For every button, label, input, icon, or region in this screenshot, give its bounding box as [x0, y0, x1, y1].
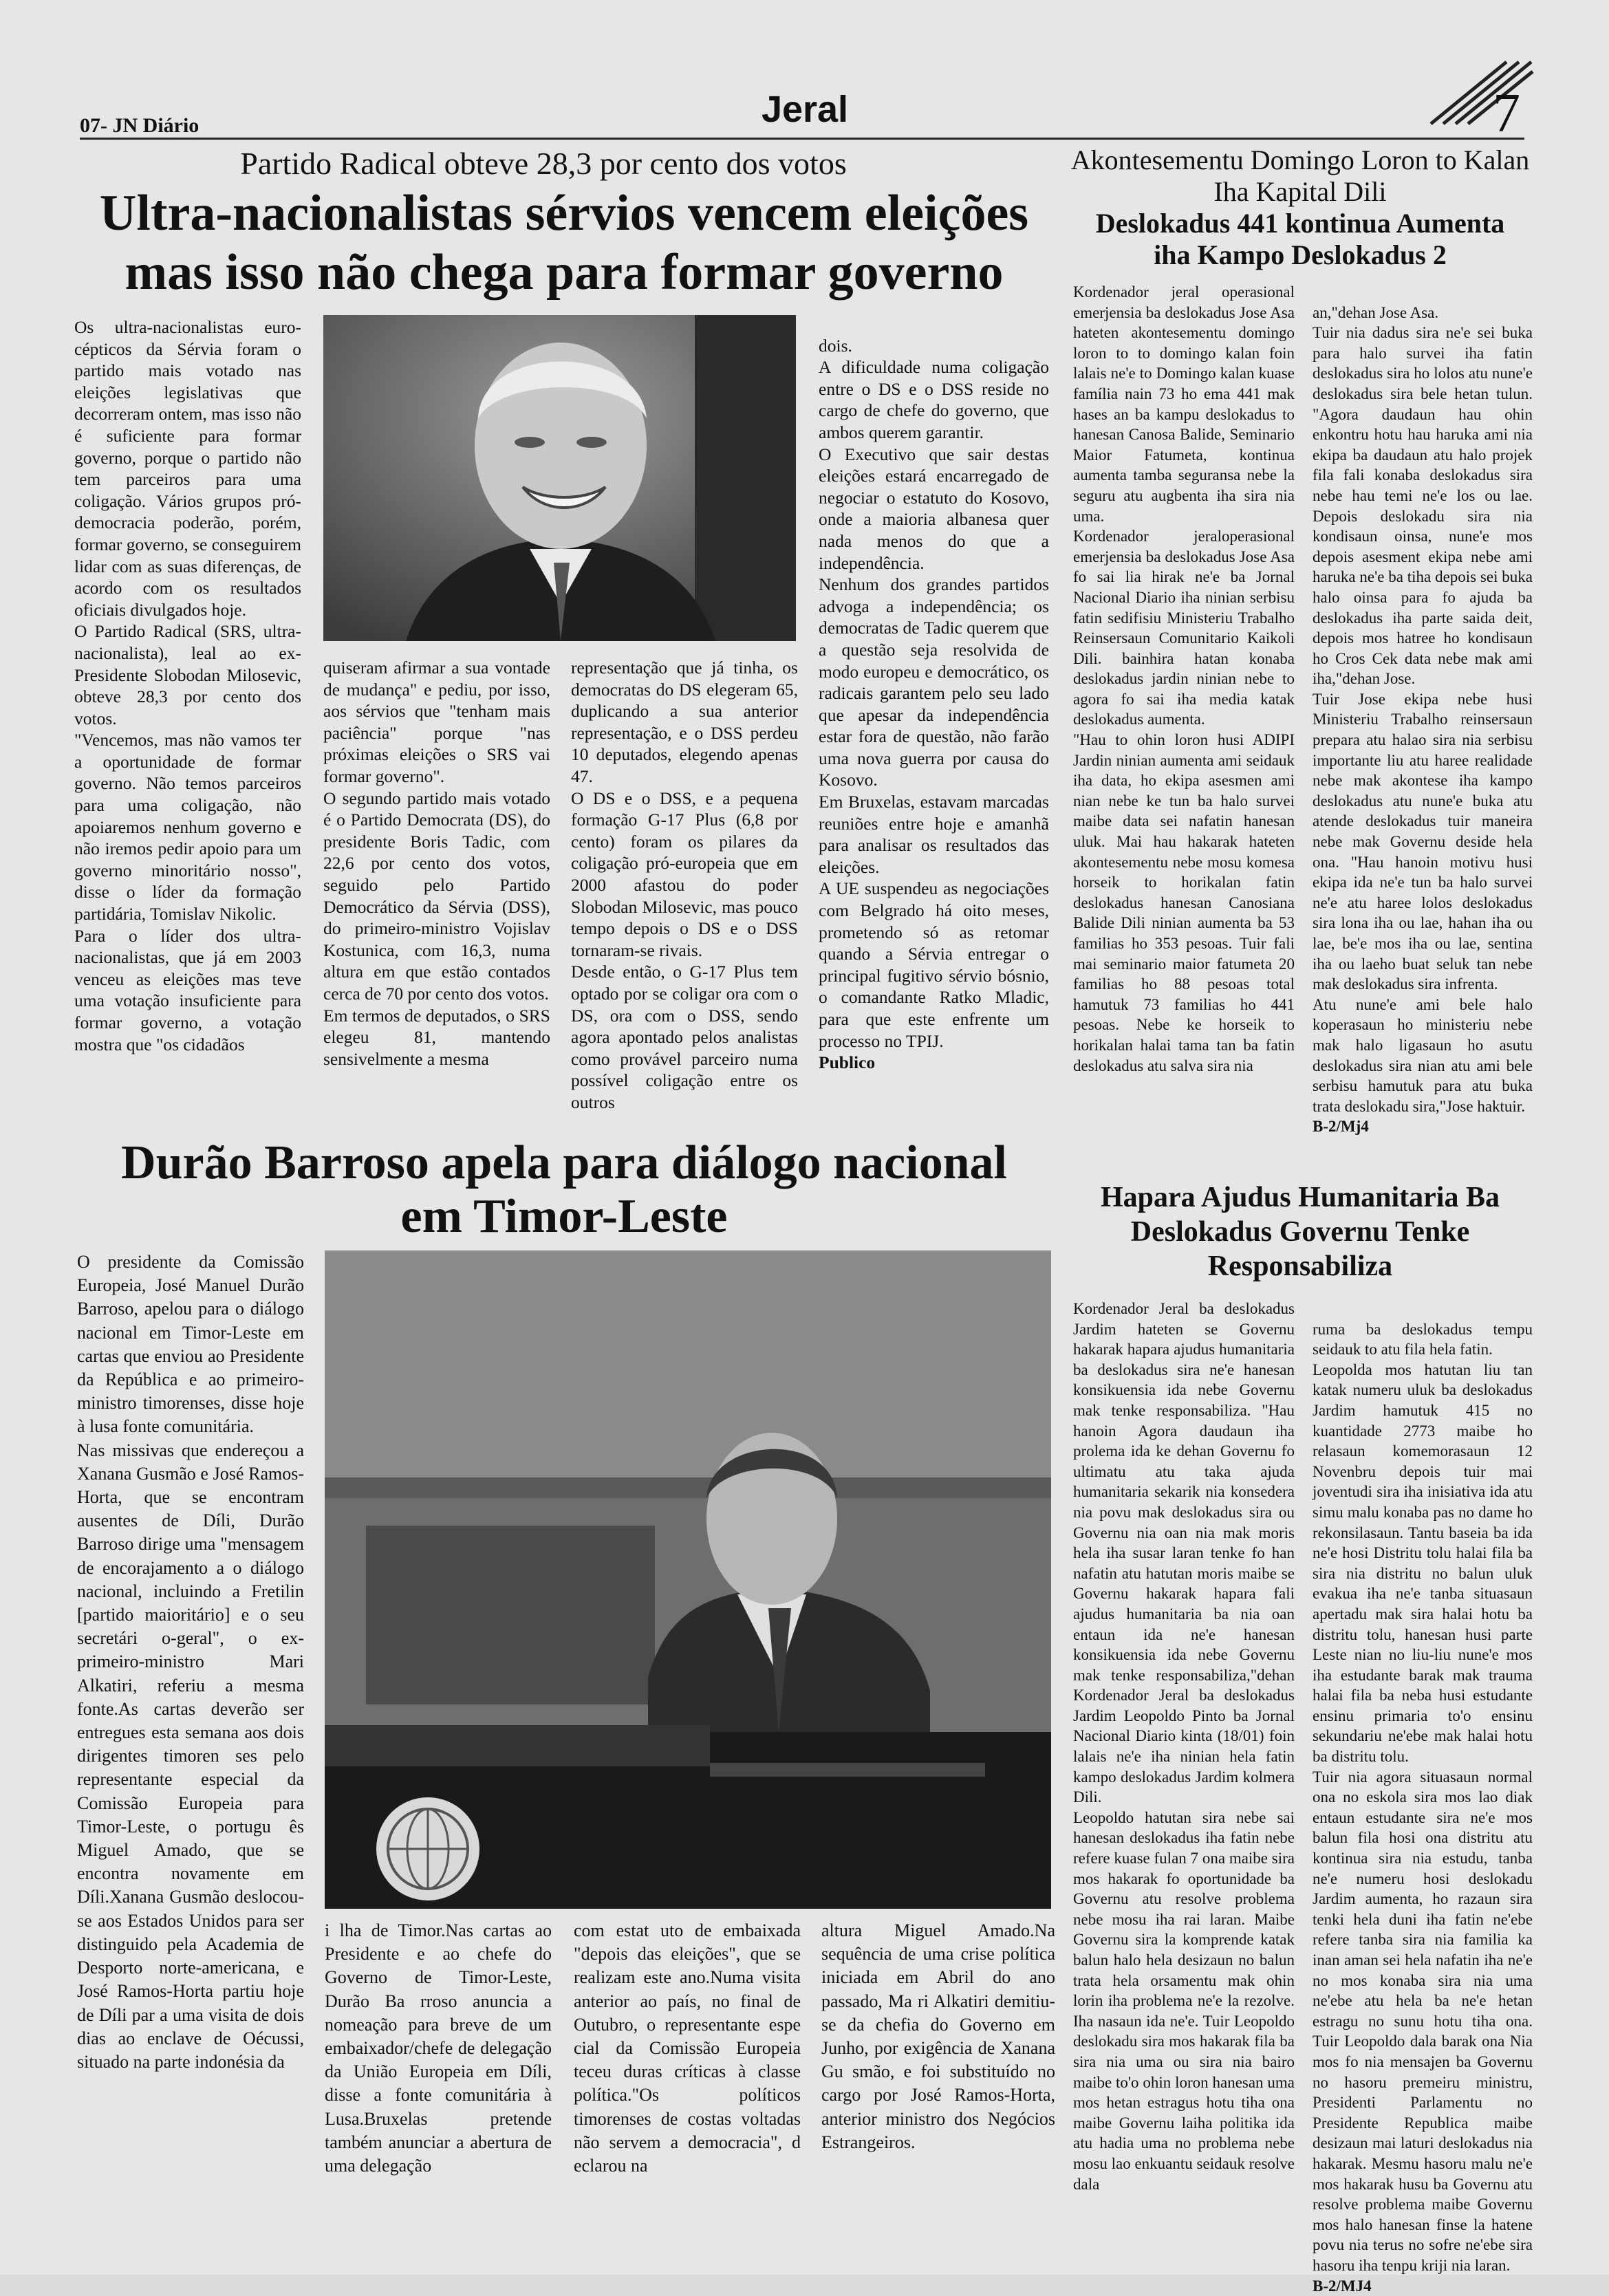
article2-column-1: O presidente da Comissão Europeia, José Manuel Durão Barroso, apelou para o diálogo nacional em Timor-Leste em cartas que enviou ao Presidente da República e ao primeiro-ministro timorenses, disse hoje à lusa fonte comunitária. Nas missivas que endereçou a Xanana Gusmão e José Ramos-Horta, que se encontram ausentes de Díli, Durão Barroso dirige uma "mensagem de encorajamento a o diálogo nacional, incluindo a Fretilin [partido maioritário] e o seu secretári o-geral", o ex-primeiro-ministro Mari Alkatiri, referiu a mesma fonte.As cartas deverão ser entregues esta semana aos dois dirigentes timoren ses pelo representante especial da Comissão Europeia para Timor-Leste, o portugu ês Miguel Amado, que se encontra novamente em Díli.Xanana Gusmão deslocou-se aos Estados Unidos para ser distinguido pela Academia de Desporto norte-americana, e José Ramos-Horta partiu hoje de Díli par a uma visita de dois dias ao enclave de Oécussi, situado na parte indonésia da: [77, 1252, 304, 2072]
article2-column-2: i lha de Timor.Nas cartas ao Presidente e ao chefe do Governo de Timor-Leste, Durão Ba rroso anuncia a nomeação para breve de um embaixador/chefe de delegação da União Europeia em Díli, disse a fonte comunitária à Lusa.Bruxelas pretende também anunciar a abertura de uma delegação: [325, 1920, 552, 2176]
section-title: Jeral: [761, 89, 849, 130]
article1-column-2: quiseram afirmar a sua vontade de mudança" e pediu, por isso, aos sérvios que "tenham mais paciência" porque "nas próximas eleições o SRS vai formar governo". O segundo partido mais votado é o Partido Democrata (DS), do presidente Boris Tadic, com 22,6 por cento dos votos, seguido pelo Partido Democrático da Sérvia (DSS), do primeiro-ministro Vojislav Kostunica, com 16,3, numa altura em que estão contados cerca de 70 por cento dos votos. Em termos de deputados, o SRS elegeu 81, mantendo sensivelmente a mesma: [323, 658, 550, 1069]
speaker-at-podium-image-icon: [325, 1250, 1051, 1909]
article2-headline-line2: em Timor-Leste: [400, 1190, 728, 1243]
article1-credit: Publico: [819, 1052, 876, 1073]
article3-column-2: [1313, 282, 1533, 1176]
article4-column-1: Kordenador Jeral ba deslokadus Jardim hateten se Governu hakarak hapara ajudus humanitaria ba deslokadus sira ne'e hanesan konsikuensia ida nebe Governu mak tenke responsabiliza. "Hau hanoin Agora daudaun iha prolema ida ke dehan Governu fo ultimatu atu taka ajuda humanitaria sekarik nia konsedera nia povu mak deslokadus sira ou Governu nia oan nia mak moris hela iha susar laran tenke fo han nafatin atu hatutan moris maibe se Governu hakarak hapara fali ajudus humanitaria ba nia oan entaun ida ne'e hanesan konsikuensia ida nebe Governu mak tenke responsabiliza,"dehan Kordenador Jeral ba deslokadus Jardim Leopoldo Pinto ba Jornal Nacional Diario kinta (18/01) foin lalais ne'e iha ninian hela fatin kampo deslokadus Jardim kolmera Dili. Leopoldo hatutan sira nebe sai hanesan deslokadus iha fatin nebe refere kuase fulan 7 ona maibe sira mos hakarak fo oportunidade ba Governu atu resolve problema nebe mosu iha rai laran. Maibe Governu sira la komprende katak balun halo hela desizaun no balun trata hela orsamentu mak ohin lorin iha problema ne'e la rezolve. Iha nasaun ida ne'e. Tuir Leopoldo deslokadu sira mos hakarak fila ba sira nia uma ou sira nia bairo maibe to'o ohin loron hanesan uma mos hetan estragus hotu tiha ona maibe Governu laiha politika ida atu hadia uma no problema nebe mosu lao enkuantu seidauk resolve dala: [1073, 1300, 1295, 2193]
article3-column-2-text: an,"dehan Jose Asa. Tuir nia dadus sira ne'e sei buka para halo survei iha fatin deslokadus sira ho lolos atu nune'e deslokadus sira bele hetan tulun. "Agora daudaun hau ohin enkontru hotu hau haruka ami nia ekipa ba daudaun atu halo projek fila fali konaba deslokadus sira nebe hau temi ne'e los ou lae. Depois deslokadu sira nia kondisaun oinsa, nune'e mos depois asesment ekipa nebe ami haruka ne'e ba tiha depois sei buka halo oinsa para fo ajuda ba deslokadus iha parte saida deit, depois mos hatree ho kondisaun ho Cros Cek data nebe mak ami iha,"dehan Jose. Tuir Jose ekipa nebe husi Ministeriu Trabalho reinsersaun prepara atu halao sira nia serbisu importante liu atu haree realidade nebe mak akontese iha kampo deslokadus atu nune'e buka atu atende deslokadus tuir maneira nebe mak Governu deside hela ona. "Hau hanoin motivu husi ekipa ida ne'e tun ba halo survei ne'e atu haree lolos deslokadus sira lona iha ou lae, hahan iha ou lae, be'e mos iha ou lae, sentina iha ou laeho buat seluk tan nebe mak deslokadus sira infrenta. Atu nune'e ami bele halo koperasaun ho ministeriu nebe mak halo ligasaun ho asutu deslokadus sira nian atu ami bele serbisu hamutuk para atu buka trata deslokadu sira,"Jose haktuir.: [1313, 303, 1533, 1115]
header-rule: [80, 138, 1524, 140]
article3-headline-line2: iha Kampo Deslokadus 2: [1154, 239, 1447, 270]
article2-headline-line1: Durão Barroso apela para diálogo nacional: [121, 1136, 1007, 1189]
article1-headline-line1: Ultra-nacionalistas sérvios vencem eleições: [99, 185, 1029, 241]
article1-column-3: representação que já tinha, os democratas do DS elegeram 65, duplicando a sua anterior representação, e o DSS perdeu 10 deputados, elegendo apenas 47. O DS e o DSS, e a pequena formação G-17 Plus (6,8 por cento) foram os pilares da coligação pró-europeia que em 2000 afastou do poder Slobodan Milosevic, mas pouco tempo depois o DS e o DSS tornaram-se rivais. Desde então, o G-17 Plus tem optado por se coligar ora com o DS, ora com o DSS, sendo agora apontado pelos analistas como provável parceiro numa possível coligação entre os outros: [571, 658, 798, 1112]
article4-column-2: [1313, 1299, 1533, 2295]
article3-credit: B-2/Mj4: [1313, 1118, 1369, 1136]
article1-column-4: [819, 313, 1049, 1121]
article3-kicker-line1: Akontesementu Domingo Loron to Kalan: [1070, 144, 1530, 175]
article3-headline-line1: Deslokadus 441 kontinua Aumenta: [1095, 208, 1505, 239]
article4-credit: B-2/MJ4: [1313, 2277, 1372, 2295]
article2-column-4: altura Miguel Amado.Na sequência de uma crise política iniciada em Abril do ano passado, Ma ri Alkatiri demitiu-se da chefia do Governo em Junho, por exigência de Xanana Gu smão, e foi substituído no cargo por José Ramos-Horta, anterior ministro dos Negócios Estrangeiros.: [821, 1920, 1055, 2152]
article1-kicker: Partido Radical obteve 28,3 por cento dos votos: [240, 146, 847, 181]
article4-headline-line2: Deslokadus Governu Tenke: [1130, 1216, 1470, 1248]
article1-headline-line2: mas isso não chega para formar governo: [125, 244, 1004, 301]
article2-column-3: com estat uto de embaixada "depois das eleições", que se realizam este ano.Numa visita anterior ao país, no final de Outubro, o representante espe cial da Comissão Europeia teceu duras críticas à classe política."Os políticos timorenses de costas voltadas não servem a democracia", d eclarou na: [574, 1920, 801, 2176]
article1-column-4-text: dois. A dificuldade numa coligação entre o DS e o DSS reside no cargo de chefe do governo, que ambos querem garantir. O Executivo que sair destas eleições estará encarregado de negociar o estatuto do Kosovo, onde a maioria albanesa quer nada menos do que a independência. Nenhum dos grandes partidos advoga a independência; os democratas de Tadic querem que a questão seja resolvida de modo europeu e democrático, os radicais garantem pelo seu lado que apesar da independência estar fora de questão, não farão uma nova guerra por causa do Kosovo. Em Bruxelas, estavam marcadas reuniões entre hoje e amanhã para analisar os resultados das eleições. A UE suspendeu as negociações com Belgrado há oito meses, prometendo só as retomar quando a Sérvia entregar o principal fugitivo sérvio bósnio, o comandante Ratko Mladic, para que este enfrente um processo no TPIJ.: [819, 335, 1049, 1051]
tomislav-nikolic-photo: [323, 315, 796, 641]
article3-column-1: Kordenador jeral operasional emerjensia ba deslokadus Jose Asa hateten akontesementu domingo loron to to domingo kalan foin lalais ne'e to Domingo kalan kuase família nain 73 ho ema 441 mak hases an ba kampu deslokadus to hanesan Canosa Balide, Seminario Maior Fatumeta, kontinua aumenta tamba seguransa nebe la seguru atu augbenta iha sira nia uma. Kordenador jeraloperasional emerjensia ba deslokadus Jose Asa fo sai lia hirak ne'e ba Jornal Nacional Diario iha ninian serbisu fatin sedifisiu Ministeriu Trabalho Reinsersaun Comunitario Kaikoli Dili. bainhira hatan konaba deslokadus jardin ninian nebe to agora fo sai iha media katak deslokadus aumenta. "Hau to ohin loron husi ADIPI Jardin ninian aumenta ami seidauk iha data, ho ekipa asesmen ami nian nebe ke tun ba halo survei maibe data sei nafatin hanesan uluk. Mai hau hakarak hateten akontesementu nebe mosu komesa horseik to horikalan fatin deslokadus hanesan Canosiana Balide Dili ninian aumenta ba 53 familias ho 353 pesoas. Tuir fali mai seminario maior fatumeta 20 familias ho 88 pesoas total hamutuk 73 familias ho 441 pesoas. Nebe ke horseik to horikalan halai tama tan ba fatin deslokadus atu salva sira nia: [1073, 283, 1295, 1074]
article4-headline-line1: Hapara Ajudus Humanitaria Ba: [1101, 1182, 1500, 1213]
article3-kicker-line2: Iha Kapital Dili: [1213, 176, 1387, 207]
portrait-image-icon: [323, 315, 796, 641]
article1-column-1: Os ultra-nacionalistas euro-cépticos da Sérvia foram o partido mais votado nas eleições legislativas que decorreram ontem, mas isso não é suficiente para formar governo, porque o partido não tem parceiros para uma coligação. Vários grupos pró-democracia poderão, porém, formar governo, se conseguirem lidar com as suas diferenças, de acordo com os resultados oficiais divulgados hoje. O Partido Radical (SRS, ultra-nacionalista), leal ao ex-Presidente Slobodan Milosevic, obteve 28,3 por cento dos votos. "Vencemos, mas não vamos ter a oportunidade de formar governo. Não temos parceiros para uma coligação, não apoiaremos nenhum governo e não iremos pedir apoio para um governo minoritário nosso", disse o líder da formação partidária, Tomislav Nikolic. Para o líder dos ultra-nacionalistas, que já em 2003 venceu as eleições mas teve uma votação insuficiente para formar governo, a votação mostra que "os cidadãos: [74, 317, 301, 1054]
paper-name: 07- JN Diário: [80, 114, 199, 137]
article4-column-2-text: ruma ba deslokadus tempu seidauk to atu fila hela fatin. Leopolda mos hatutan liu tan katak numeru uluk ba deslokadus Jardim hamutuk 415 no kuantidade 2773 maibe ho relasaun komemorasaun 12 Novenbru depois tuir mai joventudi sira iha inisiativa ida atu simu malu konaba pas no dame ho rekonsilasaun. Tantu baseia ba ida ne'e hosi Distritu tolu halai fila ba sira nia distritu no balun uluk evakua iha ne'e tanba situasaun apertadu mak sira halai hotu ba distritu tolu, hanesan husi parte Leste nian no liu-liu nune'e mos iha estudante barak mak trauma halai fila ba neba husi estudante ensinu primaria to'o ensinu sekundariu ne'ebe mak halai hotu ba distritu tolu. Tuir nia agora situasaun normal ona no eskola sira mos lao diak entaun estudante sira ne'e mos balun fila hosi ona distritu atu kontinua sira nia estudu, tanba ne'e numeru hosi deslokadu Jardim aumenta, ho razaun sira tenki hela duni iha fatin ne'ebe refere tanba sira nia familia ka inan aman sei hela nafatin iha ne'e no mos konaba sira nia uma ne'ebe atu hela ba ne'e hetan estragu no sunu hotu tiha ona. Tuir Leopoldo dala barak ona Nia mos fo nia mensajen ba Governu no hasoru premeiru ministru, Presidenti Parlamentu no Presidente Republica maibe desizaun mai laturi deslokadus nia hakarak. Mesmu hasoru malu ne'e mos hakarak husu ba Governu atu resolve problema maibe Governu mos halo hanesan finse la hatene povu nia terus no sofre ne'ebe sira hasoru iha tenpu kriji nia laran.: [1313, 1320, 1533, 2274]
page-number: 7: [1493, 83, 1520, 144]
article4-headline-line3: Responsabiliza: [1207, 1250, 1393, 1282]
barroso-un-photo: [325, 1250, 1051, 1909]
